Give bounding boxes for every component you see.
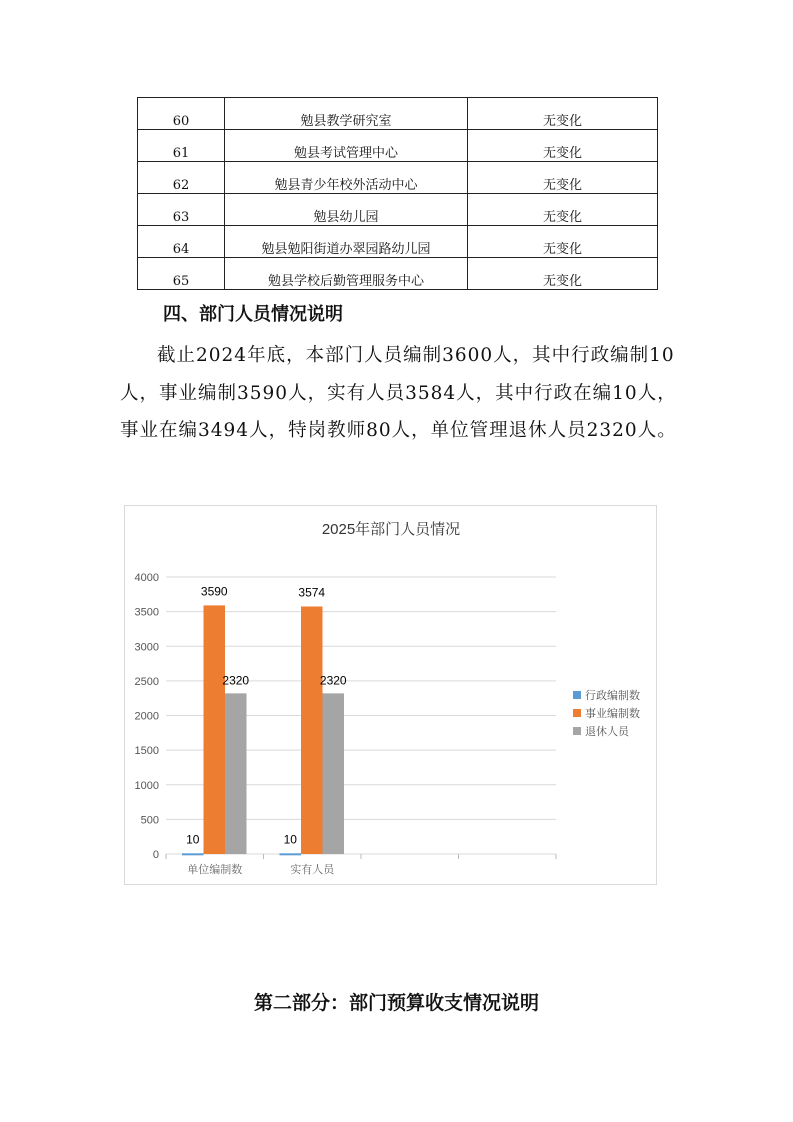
bar	[182, 853, 204, 855]
cell-status: 无变化	[468, 130, 658, 162]
cell-status: 无变化	[468, 98, 658, 130]
y-tick-label: 1000	[134, 779, 159, 792]
legend-swatch	[573, 691, 581, 699]
y-tick-label: 0	[152, 849, 159, 861]
cell-no: 64	[138, 226, 225, 258]
data-label: 10	[186, 832, 200, 847]
data-label: 3590	[200, 584, 228, 599]
data-label: 3574	[298, 585, 326, 600]
cell-status: 无变化	[468, 194, 658, 226]
table-row	[138, 258, 658, 290]
y-tick-label: 500	[140, 814, 159, 827]
legend-label: 退休人员	[585, 725, 629, 738]
bar	[204, 605, 226, 854]
cell-no: 62	[138, 162, 225, 194]
table-row	[138, 226, 658, 258]
data-label: 10	[283, 832, 297, 847]
y-tick-label: 2000	[134, 710, 159, 723]
part-heading: 第二部分：部门预算收支情况说明	[253, 992, 539, 1014]
y-tick-label: 3500	[134, 606, 159, 619]
bar	[301, 607, 323, 854]
y-tick-label: 4000	[134, 572, 159, 584]
cell-name: 勉县幼儿园	[225, 194, 468, 226]
bar	[225, 693, 247, 854]
data-label: 2320	[319, 673, 347, 688]
legend-label: 事业编制数	[585, 707, 640, 720]
legend-label: 行政编制数	[585, 689, 640, 702]
cell-name: 勉县青少年校外活动中心	[225, 162, 468, 194]
cell-status: 无变化	[468, 258, 658, 290]
section-paragraph: 截止2024年底，本部门人员编制3600人，其中行政编制10人，事业编制3590人，实有人员3584人，其中行政在编10人，事业在编3494人，特岗教师80人，单位管理退休人员2320人。	[120, 345, 677, 441]
cell-no: 65	[138, 258, 225, 290]
y-tick-label: 3000	[134, 641, 159, 654]
y-tick-label: 1500	[134, 745, 159, 758]
cell-status: 无变化	[468, 162, 658, 194]
unit-table	[137, 97, 658, 290]
x-tick-label: 单位编制数	[187, 863, 243, 876]
section-heading: 四、部门人员情况说明	[163, 304, 343, 325]
cell-no: 63	[138, 194, 225, 226]
cell-name: 勉县考试管理中心	[225, 130, 468, 162]
x-tick-label: 实有人员	[290, 863, 335, 876]
table-row	[138, 130, 658, 162]
cell-name: 勉县勉阳街道办翠园路幼儿园	[225, 226, 468, 258]
staff-bar-chart	[124, 505, 657, 885]
cell-no: 60	[138, 98, 225, 130]
data-label: 2320	[222, 673, 250, 688]
cell-status: 无变化	[468, 226, 658, 258]
cell-name: 勉县学校后勤管理服务中心	[225, 258, 468, 290]
cell-no: 61	[138, 130, 225, 162]
legend-swatch	[573, 709, 581, 717]
bar	[323, 693, 345, 854]
bar	[280, 853, 302, 855]
table-row	[138, 162, 658, 194]
y-tick-label: 2500	[134, 675, 159, 688]
legend-swatch	[573, 727, 581, 735]
table-row	[138, 98, 658, 130]
cell-name: 勉县教学研究室	[225, 98, 468, 130]
table-row	[138, 194, 658, 226]
chart-title: 2025年部门人员情况	[321, 521, 461, 538]
